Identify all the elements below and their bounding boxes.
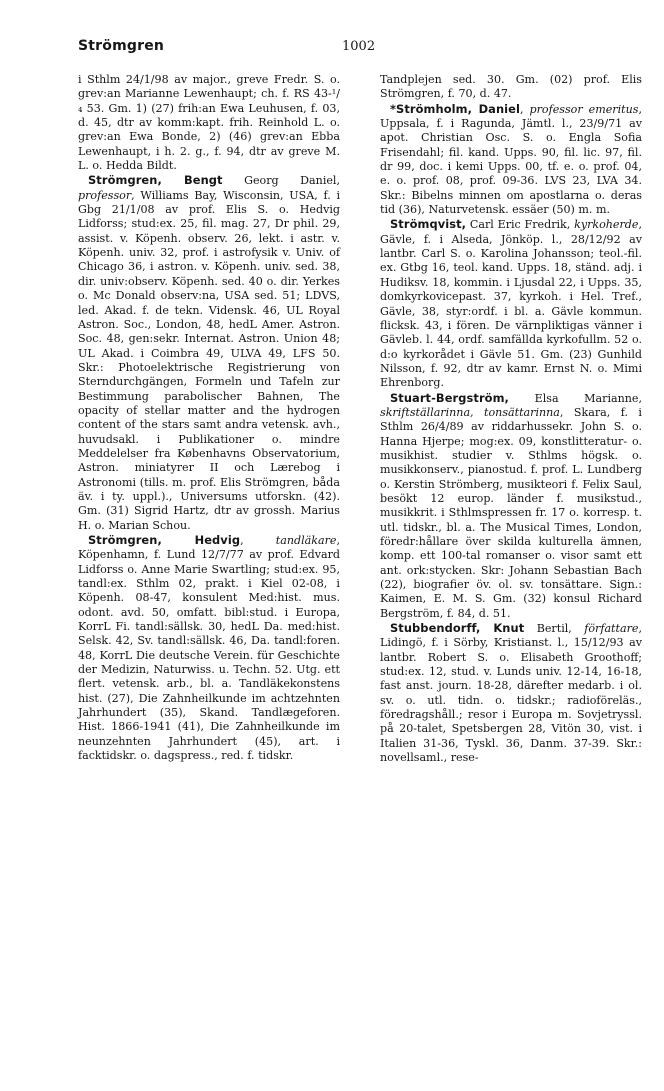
- entry-occupation: professor: [78, 188, 132, 202]
- entry-occupation: professor emeritus: [529, 102, 639, 116]
- entry-given-names: Carl Eric Fredrik,: [466, 218, 575, 232]
- entry-headword: Strömqvist,: [390, 217, 467, 232]
- entry-text: , Köpenhamn, f. Lund 12/7/77 av prof. Edvard Lidforss o. Anne Marie Swartling; stud:ex. 95, tandl:ex. Sthlm 02, prakt. i Kiel 02-08, i Köpenh. 08-47, konsulent Med:hist. mus. odont. avd. 50, omfatt. bibl:stud. i Europa, KorrL Fi. tandl:sällsk. 30, hedL Da. med:hist. Selsk. 42, Sv. tandl:sällsk. 46, Da. tandl:foren. 48, KorrL Die deutsche Verein. für Geschichte der Medizin, Naturwiss. u. Techn. 52. Utg. ett flert. vetensk. arb., bl. a. Tandläkekonstens hist. (27), Die Zahnheilkunde im achtzehnten Jahrhundert (35), Skand. Tandlægeforen. Hist. 1866-1941 (41), Die Zahnheilkunde im neunzehnten Jahrhundert (45), art. i facktidskr. o. dagspress., red. f. tidskr.: [78, 534, 340, 763]
- entry-continued: [78, 73, 340, 173]
- entry-stromgren-bengt: [78, 173, 340, 533]
- entry-given-names: Georg Daniel,: [222, 174, 341, 188]
- entry-stromqvist: [380, 217, 642, 390]
- entry-text: , Williams Bay, Wisconsin, USA, f. i Gbg 21/1/08 av prof. Elis S. o. Hedvig Lidforss; stud:ex. 25, fil. mag. 27, Dr phil. 29, assist. v. Köpenh. observ. 26, lekt. i astr. v. Köpenh. univ. 32, prof. i astrofysik v. Univ. of Chicago 36, i astron. v. Köpenh. univ. sed. 38, dir. univ:observ. Köpenh. sed. 40 o. dir. Yerkes o. Mc Donald observ:na, USA sed. 51; LDVS, led. Akad. f. de tekn. Vidensk. 46, UL Royal Astron. Soc., London, 48, hedL Amer. Astron. Soc. 48, gen:sekr. Internat. Astron. Union 48; UL Akad. i Coimbra 49, ULVA 49, LFS 50. Skr.: Photoelektrische Registrierung von Sterndurchgängen, Formeln und Tafeln zur Bestimmung parabolischer Bahnen, The opacity of stellar matter and the hydrogen content of the stars samt andra vetensk. avh., huvudsakl. i Publikationer o. mindre Meddelelser fra Københavns Observatorium, Astron. miniatyrer II och Lærebog i Astronomi (tills. m. prof. Elis Strömgren, båda äv. i ty. uppl.)., Universums utforskn. (42). Gm. (31) Sigrid Hartz, dtr av grossh. Marius H. o. Marian Schou.: [78, 188, 340, 532]
- entry-text: , Uppsala, f. i Ragunda, Jämtl. l., 23/9/71 av apot. Christian Osc. S. o. Engla Sofia Frisendahl; fil. kand. Upps. 90, fil. lic. 97, fil. dr 99, doc. i kemi Upps. 00, tf. e. o. prof. 04, e. o. prof. 08, prof. 09-36. LVS 23, LVA 34. Skr.: Bibelns minnen om apostlarna o. deras tid (36), Naturvetensk. essäer (50) m. m.: [380, 102, 642, 217]
- entry-given-names: Bertil,: [524, 622, 585, 636]
- entry-text: , Gävle, f. i Alseda, Jönköp. l., 28/12/92 av lantbr. Carl S. o. Karolina Johansson; teol.-fil. ex. Gtbg 16, teol. kand. Upps. 18, ständ. adj. i Hudiksv. 18, kommin. i Ljusdal 22, i Upps. 35, domkyrkovicepast. 37, kyrkoh. i Hel. Tref., Gävle, 38, styr:ordf. i bl. a. Gävle kommun. flicksk. 43, i fören. De värnpliktigas vänner i Gävleb. l. 44, ordf. samfällda kyrkofullm. 52 o. d:o kyrkorådet i Gävle 51. Gm. (23) Gunhild Nilsson, f. 92, dtr av kamr. Ernst N. o. Mimi Ehrenborg.: [380, 218, 642, 390]
- entry-continued: [380, 73, 642, 102]
- right-column: [380, 73, 642, 766]
- entry-headword: Stubbendorff, Knut: [390, 621, 525, 636]
- entry-given-names: ,: [519, 102, 530, 116]
- entry-text: , Lidingö, f. i Sörby, Kristianst. l., 15/12/93 av lantbr. Robert S. o. Elisabeth Groothoff; stud:ex. 12, stud. v. Lunds univ. 12-14, 16-18, fast anst. journ. 18-28, därefter medarb. i ol. sv. o. utl. tidn. o. tidskr.; radioföreläs., föredragshåll.; resor i Europa m. Sovjetryssl. på 20-talet, Spetsbergen 28, Vitön 30, vist. i Italien 31-36, Tyskl. 36, Danm. 37-39. Skr.: novellsaml., rese-: [380, 622, 642, 765]
- entry-given-names: ,: [240, 534, 276, 547]
- entry-text: , Skara, f. i Sthlm 26/4/89 av riddarhussekr. John S. o. Hanna Hjerpe; mog:ex. 09, konstlitteratur- o. musikhist. studier v. Sthlms högsk. o. musikkonserv., pianostud. f. prof. L. Lundberg o. Kerstin Strömberg, musikteori f. Felix Saul, besökt 12 europ. länder f. musikstud., musikkrit. i Sthlmspressen fr. 17 o. korresp. t. utl. tidskr., bl. a. The Musical Times, London, föredr:hållare över skilda kulturella ämnen, komp. ett 100-tal romanser o. visor samt ett ant. ork:stycken. Skr: Johann Sebastian Bach (22), biografier öv. ol. sv. tonsättare. Sign.: Kaimen, E. M. S. Gm. (32) konsul Richard Bergström, f. 84, d. 51.: [380, 405, 642, 620]
- entry-occupation: tandläkare: [275, 534, 337, 547]
- page-number: 1002: [342, 39, 376, 54]
- entry-stuart-bergstrom: [380, 391, 642, 622]
- entry-stubbendorff: [380, 621, 642, 765]
- page-header: [78, 38, 618, 60]
- entry-given-names: Elsa Marianne,: [508, 391, 642, 405]
- entry-text: Tandplejen sed. 30. Gm. (02) prof. Elis Strömgren, f. 70, d. 47.: [380, 73, 642, 101]
- entry-stromholm-daniel: [380, 102, 642, 218]
- entry-headword: *Strömholm, Daniel: [390, 101, 520, 116]
- entry-text: i Sthlm 24/1/98 av major., greve Fredr. S. o. grev:an Marianne Lewenhaupt; ch. f. RS 43-¹/₄ 53. Gm. 1) (27) frih:an Ewa Leuhusen, f. 03, d. 45, dtr av komm:kapt. frih. Reinhold L. o. grev:an Ewa Bonde, 2) (46) grev:an Ebba Lewenhaupt, i h. 2. g., f. 94, dtr av greve M. L. o. Hedda Bildt.: [78, 73, 340, 173]
- entry-stromgren-hedvig: [78, 533, 340, 764]
- entry-occupation: kyrkoherde: [574, 218, 639, 232]
- entry-headword: Strömgren, Hedvig: [88, 533, 241, 547]
- entry-headword: Strömgren, Bengt: [88, 173, 223, 188]
- entry-occupation: skriftställarinna, tonsättarinna: [380, 405, 560, 419]
- running-head: Strömgren: [78, 38, 165, 54]
- entry-headword: Stuart-Bergström,: [390, 390, 509, 405]
- entry-occupation: författare: [584, 622, 639, 636]
- left-column: [78, 73, 340, 764]
